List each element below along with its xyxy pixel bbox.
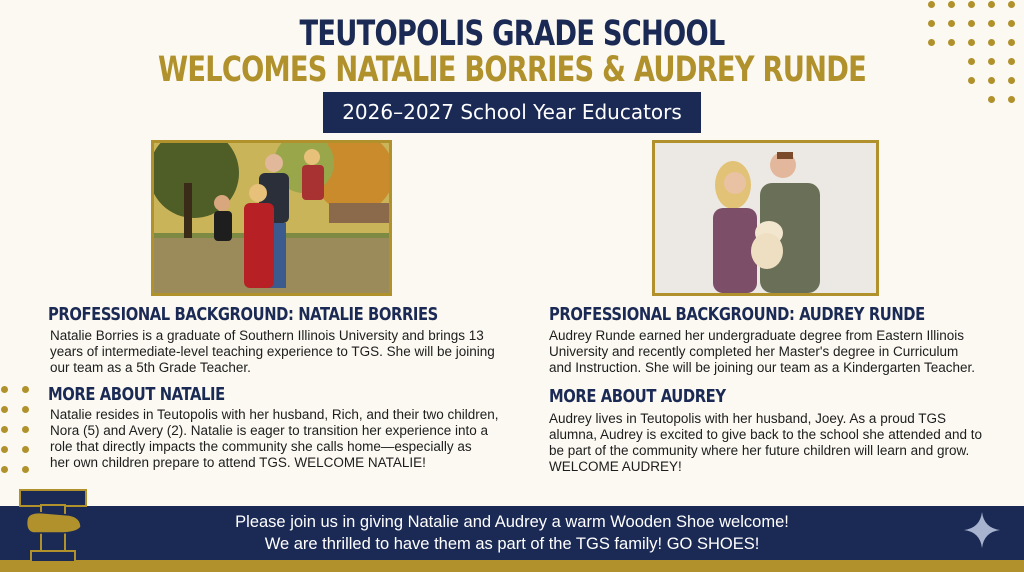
footer-line-1: Please join us in giving Natalie and Audrey a warm Wooden Shoe welcome! bbox=[235, 513, 789, 531]
text-line: role that directly impacts the community she calls home—especially as bbox=[50, 439, 472, 454]
audrey-more-heading: MORE ABOUT AUDREY bbox=[549, 386, 726, 407]
footer-line-2: We are thrilled to have them as part of the TGS family! GO SHOES! bbox=[264, 535, 760, 553]
dot-pattern-left bbox=[0, 386, 40, 476]
text-line: WELCOME AUDREY! bbox=[549, 459, 682, 474]
audrey-background-text bbox=[549, 328, 999, 376]
welcome-title: WELCOMES NATALIE BORRIES & AUDREY RUNDE bbox=[158, 50, 866, 90]
footer-banner bbox=[0, 506, 1024, 560]
text-line: our team as a 5th Grade Teacher. bbox=[50, 360, 251, 375]
natalie-family-photo bbox=[151, 140, 392, 296]
natalie-background-heading: PROFESSIONAL BACKGROUND: NATALIE BORRIES bbox=[48, 304, 438, 325]
school-name-title: TEUTOPOLIS GRADE SCHOOL bbox=[299, 14, 725, 54]
natalie-background-text bbox=[50, 328, 520, 376]
text-line: Natalie resides in Teutopolis with her husband, Rich, and their two children, bbox=[50, 407, 499, 422]
text-line: her own children prepare to attend TGS. WELCOME NATALIE! bbox=[50, 455, 426, 470]
text-line: Natalie Borries is a graduate of Southern Illinois University and brings 13 bbox=[50, 328, 484, 343]
four-point-star-icon bbox=[962, 510, 1002, 550]
text-line: be part of the community where her future children will learn and grow. bbox=[549, 443, 970, 458]
text-line: and Instruction. She will be joining our team as a Kindergarten Teacher. bbox=[549, 360, 976, 375]
text-line: University and recently completed her Master's degree in Curriculum bbox=[549, 344, 959, 359]
natalie-more-heading: MORE ABOUT NATALIE bbox=[48, 384, 225, 405]
dot-pattern-top-right bbox=[928, 0, 1024, 110]
text-line: Audrey Runde earned her undergraduate degree from Eastern Illinois bbox=[549, 328, 965, 343]
text-line: years of intermediate-level teaching experience to TGS. She will be joining bbox=[50, 344, 495, 359]
text-line: Audrey lives in Teutopolis with her husband, Joey. As a proud TGS bbox=[549, 411, 946, 426]
footer-gold-stripe bbox=[0, 560, 1024, 572]
text-line: Nora (5) and Avery (2). Natalie is eager to transition her experience into a bbox=[50, 423, 488, 438]
audrey-more-text bbox=[549, 411, 999, 475]
tgs-t-wooden-shoe-logo-icon bbox=[19, 489, 87, 563]
year-banner: 2026–2027 School Year Educators bbox=[323, 92, 701, 133]
text-line: alumna, Audrey is excited to give back to the school she attended and to bbox=[549, 427, 983, 442]
audrey-couple-photo bbox=[652, 140, 879, 296]
audrey-background-heading: PROFESSIONAL BACKGROUND: AUDREY RUNDE bbox=[549, 304, 925, 325]
natalie-more-text bbox=[50, 407, 520, 471]
